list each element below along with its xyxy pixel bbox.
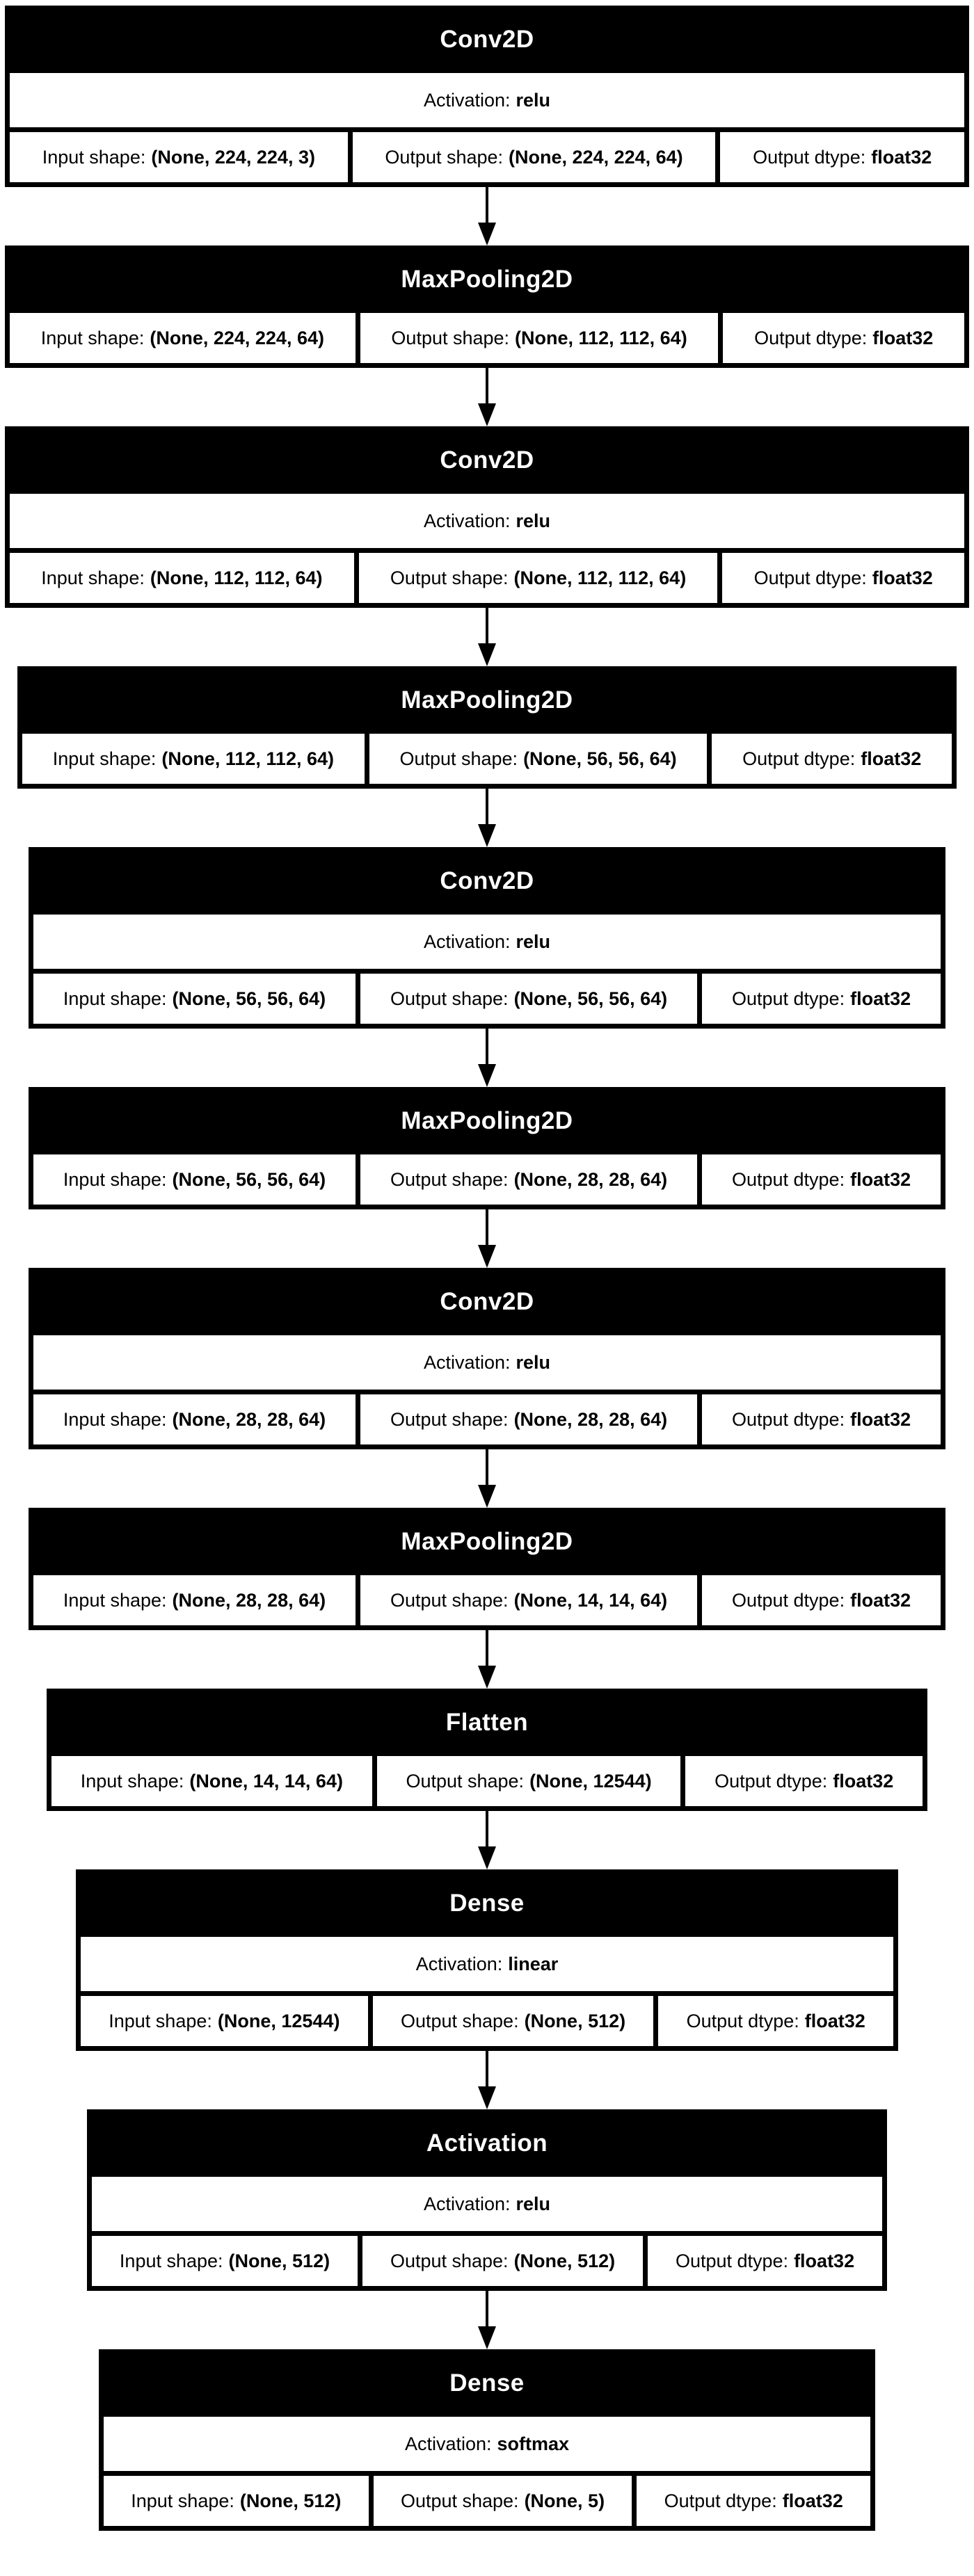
input-shape-value: (None, 12544) — [217, 2010, 340, 2031]
layer-body — [47, 1756, 927, 1811]
layer-body — [99, 2417, 875, 2531]
output-dtype-value: float32 — [861, 748, 922, 769]
activation-value: relu — [516, 931, 551, 952]
edge-arrow-down — [478, 608, 496, 666]
output-shape-value: (None, 5) — [524, 2490, 605, 2511]
input-shape-label: Input shape: — [41, 567, 145, 588]
edge-arrow-down — [478, 1209, 496, 1268]
output-shape-value: (None, 56, 56, 64) — [513, 988, 668, 1009]
input-shape-value: (None, 112, 112, 64) — [161, 748, 334, 769]
output-shape-value: (None, 512) — [524, 2010, 626, 2031]
input-shape-label: Input shape: — [42, 146, 146, 168]
activation-value: relu — [516, 89, 551, 111]
output-shape-label: Output shape: — [390, 1589, 509, 1611]
output-shape-value: (None, 12544) — [529, 1770, 652, 1792]
layer-name: MaxPooling2D — [401, 1527, 573, 1555]
output-shape-cell — [374, 2476, 632, 2526]
output-shape-value: (None, 28, 28, 64) — [513, 1408, 668, 1430]
arrow-head-icon — [478, 2086, 496, 2109]
output-dtype-value: float32 — [833, 1770, 894, 1792]
output-shape-value: (None, 14, 14, 64) — [513, 1589, 668, 1611]
input-shape-label: Input shape: — [40, 327, 145, 348]
input-shape-cell — [81, 1996, 368, 2046]
output-dtype-label: Output dtype: — [753, 567, 867, 588]
output-dtype-cell — [722, 553, 964, 603]
shape-row — [51, 1756, 923, 1806]
output-dtype-cell — [648, 2236, 882, 2286]
layer-body — [5, 73, 969, 187]
layer-name: Conv2D — [440, 25, 534, 53]
output-dtype-label: Output dtype: — [664, 2490, 777, 2511]
input-shape-label: Input shape: — [63, 1168, 167, 1190]
arrow-shaft — [486, 789, 488, 825]
arrow-shaft — [486, 608, 488, 644]
layer-name: Activation — [426, 2129, 548, 2157]
output-dtype-cell — [658, 1996, 893, 2046]
activation-label: Activation: — [423, 1351, 511, 1373]
arrow-shaft — [486, 1630, 488, 1666]
output-dtype-cell — [723, 313, 964, 363]
output-dtype-label: Output dtype: — [731, 1408, 845, 1430]
output-shape-label: Output shape: — [400, 2010, 519, 2031]
layer-body — [29, 1335, 945, 1449]
output-shape-label: Output shape: — [399, 748, 518, 769]
activation-label: Activation: — [423, 510, 511, 531]
layer-node — [29, 847, 945, 1029]
input-shape-cell — [22, 734, 365, 784]
input-shape-label: Input shape: — [131, 2490, 234, 2511]
layer-body — [29, 1154, 945, 1209]
edge-arrow-down — [478, 2051, 496, 2109]
output-dtype-value: float32 — [871, 146, 932, 168]
layer-node — [5, 6, 969, 187]
output-shape-cell — [360, 1394, 697, 1444]
output-dtype-label: Output dtype: — [742, 748, 856, 769]
layer-name: Conv2D — [440, 1287, 534, 1315]
shape-row — [10, 313, 964, 363]
output-dtype-label: Output dtype: — [714, 1770, 828, 1792]
edge-arrow-down — [478, 368, 496, 426]
output-shape-value: (None, 56, 56, 64) — [523, 748, 677, 769]
output-shape-label: Output shape: — [400, 2490, 519, 2511]
arrow-head-icon — [478, 2326, 496, 2349]
output-shape-label: Output shape: — [390, 1168, 509, 1190]
input-shape-value: (None, 28, 28, 64) — [172, 1408, 326, 1430]
activation-row — [33, 915, 941, 969]
output-dtype-value: float32 — [794, 2250, 855, 2271]
edge-arrow-down — [478, 789, 496, 847]
input-shape-label: Input shape: — [63, 988, 167, 1009]
input-shape-value: (None, 56, 56, 64) — [172, 988, 326, 1009]
layer-name: Conv2D — [440, 867, 534, 894]
layer-body — [17, 734, 957, 789]
arrow-shaft — [486, 1029, 488, 1065]
shape-row — [22, 734, 952, 784]
output-shape-value: (None, 512) — [513, 2250, 616, 2271]
output-dtype-cell — [702, 1575, 941, 1625]
arrow-head-icon — [478, 223, 496, 245]
arrow-head-icon — [478, 403, 496, 426]
layer-node — [29, 1508, 945, 1630]
output-dtype-value: float32 — [804, 2010, 865, 2031]
layer-node — [5, 245, 969, 368]
layer-body — [29, 1575, 945, 1630]
input-shape-cell — [10, 313, 356, 363]
output-shape-cell — [360, 1575, 697, 1625]
edge-arrow-down — [478, 187, 496, 245]
arrow-head-icon — [478, 1666, 496, 1689]
arrow-shaft — [486, 187, 488, 223]
output-shape-cell — [377, 1756, 681, 1806]
output-shape-label: Output shape: — [390, 988, 509, 1009]
activation-label: Activation: — [423, 931, 511, 952]
activation-label: Activation: — [404, 2433, 492, 2454]
shape-row — [33, 974, 941, 1024]
activation-label: Activation: — [415, 1953, 503, 1974]
output-dtype-value: float32 — [872, 327, 934, 348]
output-dtype-cell — [702, 1394, 941, 1444]
output-shape-label: Output shape: — [391, 327, 510, 348]
input-shape-cell — [104, 2476, 369, 2526]
output-shape-cell — [373, 1996, 654, 2046]
output-shape-value: (None, 224, 224, 64) — [509, 146, 683, 168]
shape-row — [10, 132, 964, 182]
arrow-head-icon — [478, 643, 496, 666]
output-dtype-cell — [720, 132, 964, 182]
activation-row — [10, 494, 964, 548]
output-dtype-label: Output dtype: — [731, 1168, 845, 1190]
output-shape-label: Output shape: — [390, 1408, 509, 1430]
arrow-head-icon — [478, 1064, 496, 1087]
edge-arrow-down — [478, 1449, 496, 1508]
output-dtype-cell — [702, 1154, 941, 1205]
output-shape-label: Output shape: — [406, 1770, 525, 1792]
output-dtype-cell — [712, 734, 952, 784]
output-dtype-cell — [637, 2476, 870, 2526]
shape-row — [33, 1575, 941, 1625]
input-shape-value: (None, 28, 28, 64) — [172, 1589, 326, 1611]
layer-body — [29, 915, 945, 1029]
input-shape-cell — [92, 2236, 358, 2286]
layer-name: Dense — [449, 2369, 525, 2397]
activation-row — [81, 1937, 893, 1991]
layer-node — [29, 1087, 945, 1209]
output-dtype-value: float32 — [850, 1168, 911, 1190]
output-shape-label: Output shape: — [390, 567, 509, 588]
output-dtype-value: float32 — [782, 2490, 843, 2511]
activation-value: relu — [516, 2193, 551, 2214]
output-dtype-value: float32 — [850, 988, 911, 1009]
shape-row — [104, 2476, 870, 2526]
output-dtype-value: float32 — [850, 1408, 911, 1430]
activation-label: Activation: — [423, 2193, 511, 2214]
shape-row — [33, 1154, 941, 1205]
shape-row — [92, 2236, 882, 2286]
output-dtype-label: Output dtype: — [731, 988, 845, 1009]
input-shape-cell — [33, 1154, 356, 1205]
output-shape-cell — [362, 2236, 643, 2286]
activation-value: softmax — [497, 2433, 570, 2454]
output-shape-cell — [359, 553, 718, 603]
layer-name: MaxPooling2D — [401, 1106, 573, 1134]
activation-row — [33, 1335, 941, 1390]
arrow-shaft — [486, 2291, 488, 2327]
shape-row — [33, 1394, 941, 1444]
input-shape-value: (None, 512) — [239, 2490, 342, 2511]
layer-body — [87, 2177, 887, 2291]
output-shape-value: (None, 112, 112, 64) — [515, 327, 687, 348]
input-shape-label: Input shape: — [119, 2250, 223, 2271]
input-shape-label: Input shape: — [109, 2010, 212, 2031]
output-dtype-value: float32 — [850, 1589, 911, 1611]
edge-arrow-down — [478, 1811, 496, 1869]
layer-name: MaxPooling2D — [401, 686, 573, 714]
output-shape-cell — [360, 974, 697, 1024]
shape-row — [10, 553, 964, 603]
arrow-shaft — [486, 1209, 488, 1246]
input-shape-cell — [10, 553, 354, 603]
layer-node — [47, 1689, 927, 1811]
output-dtype-cell — [702, 974, 941, 1024]
input-shape-cell — [33, 1575, 356, 1625]
layer-name: Flatten — [445, 1708, 529, 1736]
edge-arrow-down — [478, 1630, 496, 1689]
output-shape-value: (None, 112, 112, 64) — [513, 567, 687, 588]
activation-value: relu — [516, 1351, 551, 1373]
arrow-shaft — [486, 1449, 488, 1486]
activation-row — [104, 2417, 870, 2471]
layer-body — [76, 1937, 898, 2051]
layer-name: Conv2D — [440, 446, 534, 474]
layer-body — [5, 313, 969, 368]
layer-node — [17, 666, 957, 789]
layer-name: MaxPooling2D — [401, 265, 573, 293]
edge-arrow-down — [478, 1029, 496, 1087]
output-shape-cell — [353, 132, 716, 182]
input-shape-value: (None, 112, 112, 64) — [150, 567, 323, 588]
input-shape-label: Input shape: — [63, 1589, 167, 1611]
layer-node — [76, 1869, 898, 2051]
input-shape-label: Input shape: — [80, 1770, 184, 1792]
output-shape-value: (None, 28, 28, 64) — [513, 1168, 668, 1190]
arrow-shaft — [486, 1811, 488, 1847]
arrow-shaft — [486, 368, 488, 404]
layer-node — [29, 1268, 945, 1449]
output-shape-cell — [360, 1154, 697, 1205]
output-shape-label: Output shape: — [390, 2250, 509, 2271]
output-dtype-label: Output dtype: — [675, 2250, 789, 2271]
layer-body — [5, 494, 969, 608]
input-shape-cell — [10, 132, 348, 182]
output-dtype-label: Output dtype: — [731, 1589, 845, 1611]
output-dtype-label: Output dtype: — [753, 146, 866, 168]
arrow-head-icon — [478, 1485, 496, 1508]
input-shape-cell — [33, 1394, 356, 1444]
activation-row — [92, 2177, 882, 2231]
activation-label: Activation: — [423, 89, 511, 111]
input-shape-value: (None, 512) — [228, 2250, 330, 2271]
input-shape-value: (None, 224, 224, 64) — [150, 327, 324, 348]
output-shape-cell — [369, 734, 708, 784]
layer-node — [87, 2109, 887, 2291]
output-dtype-cell — [685, 1756, 923, 1806]
arrow-head-icon — [478, 1846, 496, 1869]
edge-arrow-down — [478, 2291, 496, 2349]
output-shape-cell — [360, 313, 719, 363]
input-shape-label: Input shape: — [63, 1408, 167, 1430]
output-dtype-label: Output dtype: — [686, 2010, 799, 2031]
arrow-shaft — [486, 2051, 488, 2087]
input-shape-cell — [51, 1756, 372, 1806]
layer-name: Dense — [449, 1889, 525, 1917]
input-shape-cell — [33, 974, 356, 1024]
activation-row — [10, 73, 964, 127]
arrow-head-icon — [478, 1245, 496, 1268]
input-shape-value: (None, 56, 56, 64) — [172, 1168, 326, 1190]
output-dtype-value: float32 — [872, 567, 933, 588]
input-shape-label: Input shape: — [52, 748, 157, 769]
arrow-head-icon — [478, 824, 496, 847]
activation-value: relu — [516, 510, 551, 531]
input-shape-value: (None, 14, 14, 64) — [189, 1770, 343, 1792]
layer-node — [99, 2349, 875, 2531]
output-dtype-label: Output dtype: — [754, 327, 868, 348]
activation-value: linear — [508, 1953, 559, 1974]
layer-node — [5, 426, 969, 608]
shape-row — [81, 1996, 893, 2046]
input-shape-value: (None, 224, 224, 3) — [151, 146, 315, 168]
output-shape-label: Output shape: — [385, 146, 504, 168]
